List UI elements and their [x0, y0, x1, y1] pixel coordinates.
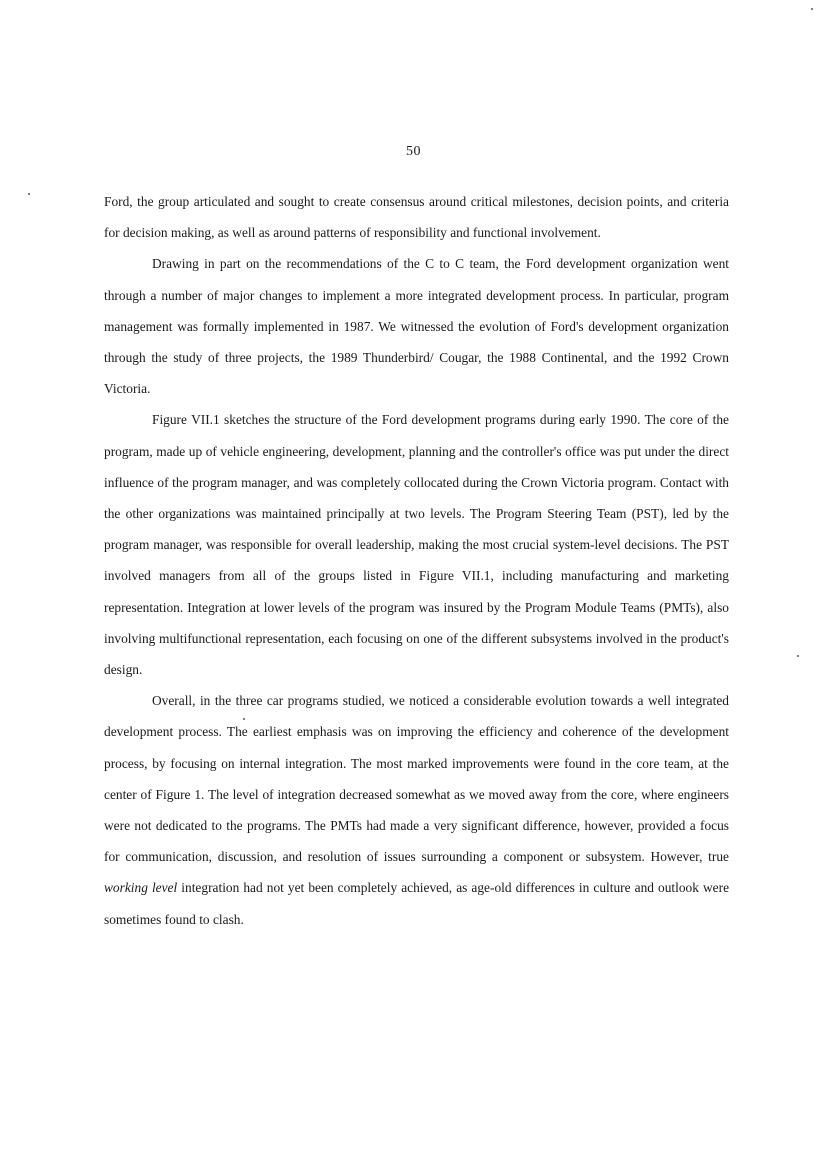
scan-speck	[811, 8, 813, 10]
scan-speck	[28, 193, 30, 195]
paragraph-1: Ford, the group articulated and sought to create consensus around critical milestones, decision points, and criteria for decision making, as well as around patterns of responsibility and functional involvement.	[104, 194, 729, 241]
paragraph-4-text-after: integration had not yet been completely achieved, as age-old differences in culture and outlook were sometimes found to clash.	[104, 880, 730, 927]
paragraph-4-emphasis: working level	[104, 880, 178, 896]
paragraph-4	[104, 685, 729, 935]
scan-speck	[797, 655, 799, 657]
paragraph-3: Figure VII.1 sketches the structure of the Ford development programs during early 1990. The core of the program, made up of vehicle engineering, development, planning and the controller's office was put under the direct influence of the program manager, and was completely collocated during the Crown Victoria program. Contact with the other organizations was maintained principally at two levels. The Program Steering Team (PST), led by the program manager, was responsible for overall leadership, making the most crucial system-level decisions. The PST involved managers from all of the groups listed in Figure VII.1, including manufacturing and marketing representation. Integration at lower levels of the program was insured by the Program Module Teams (PMTs), also involving multifunctional representation, each focusing on one of the different subsystems involved in the product's design.	[104, 412, 729, 678]
page-number: 50	[406, 144, 421, 159]
paragraph-4-text-before: Overall, in the three car programs studied, we noticed a considerable evolution towards a well integrated development process. The earliest emphasis was on improving the efficiency and coherence of the development process, by focusing on internal integration. The most marked improvements were found in the core team, at the center of Figure 1. The level of integration decreased somewhat as we moved away from the core, where engineers were not dedicated to the programs. The PMTs had made a very significant difference, however, provided a focus for communication, discussion, and resolution of issues surrounding a component or subsystem. However, true	[104, 693, 729, 865]
body-text	[104, 186, 729, 935]
paragraph-2: Drawing in part on the recommendations of the C to C team, the Ford development organization went through a number of major changes to implement a more integrated development process. In particular, program management was formally implemented in 1987. We witnessed the evolution of Ford's development organization through the study of three projects, the 1989 Thunderbird/ Cougar, the 1988 Continental, and the 1992 Crown Victoria.	[104, 256, 729, 397]
scan-speck	[243, 718, 245, 720]
